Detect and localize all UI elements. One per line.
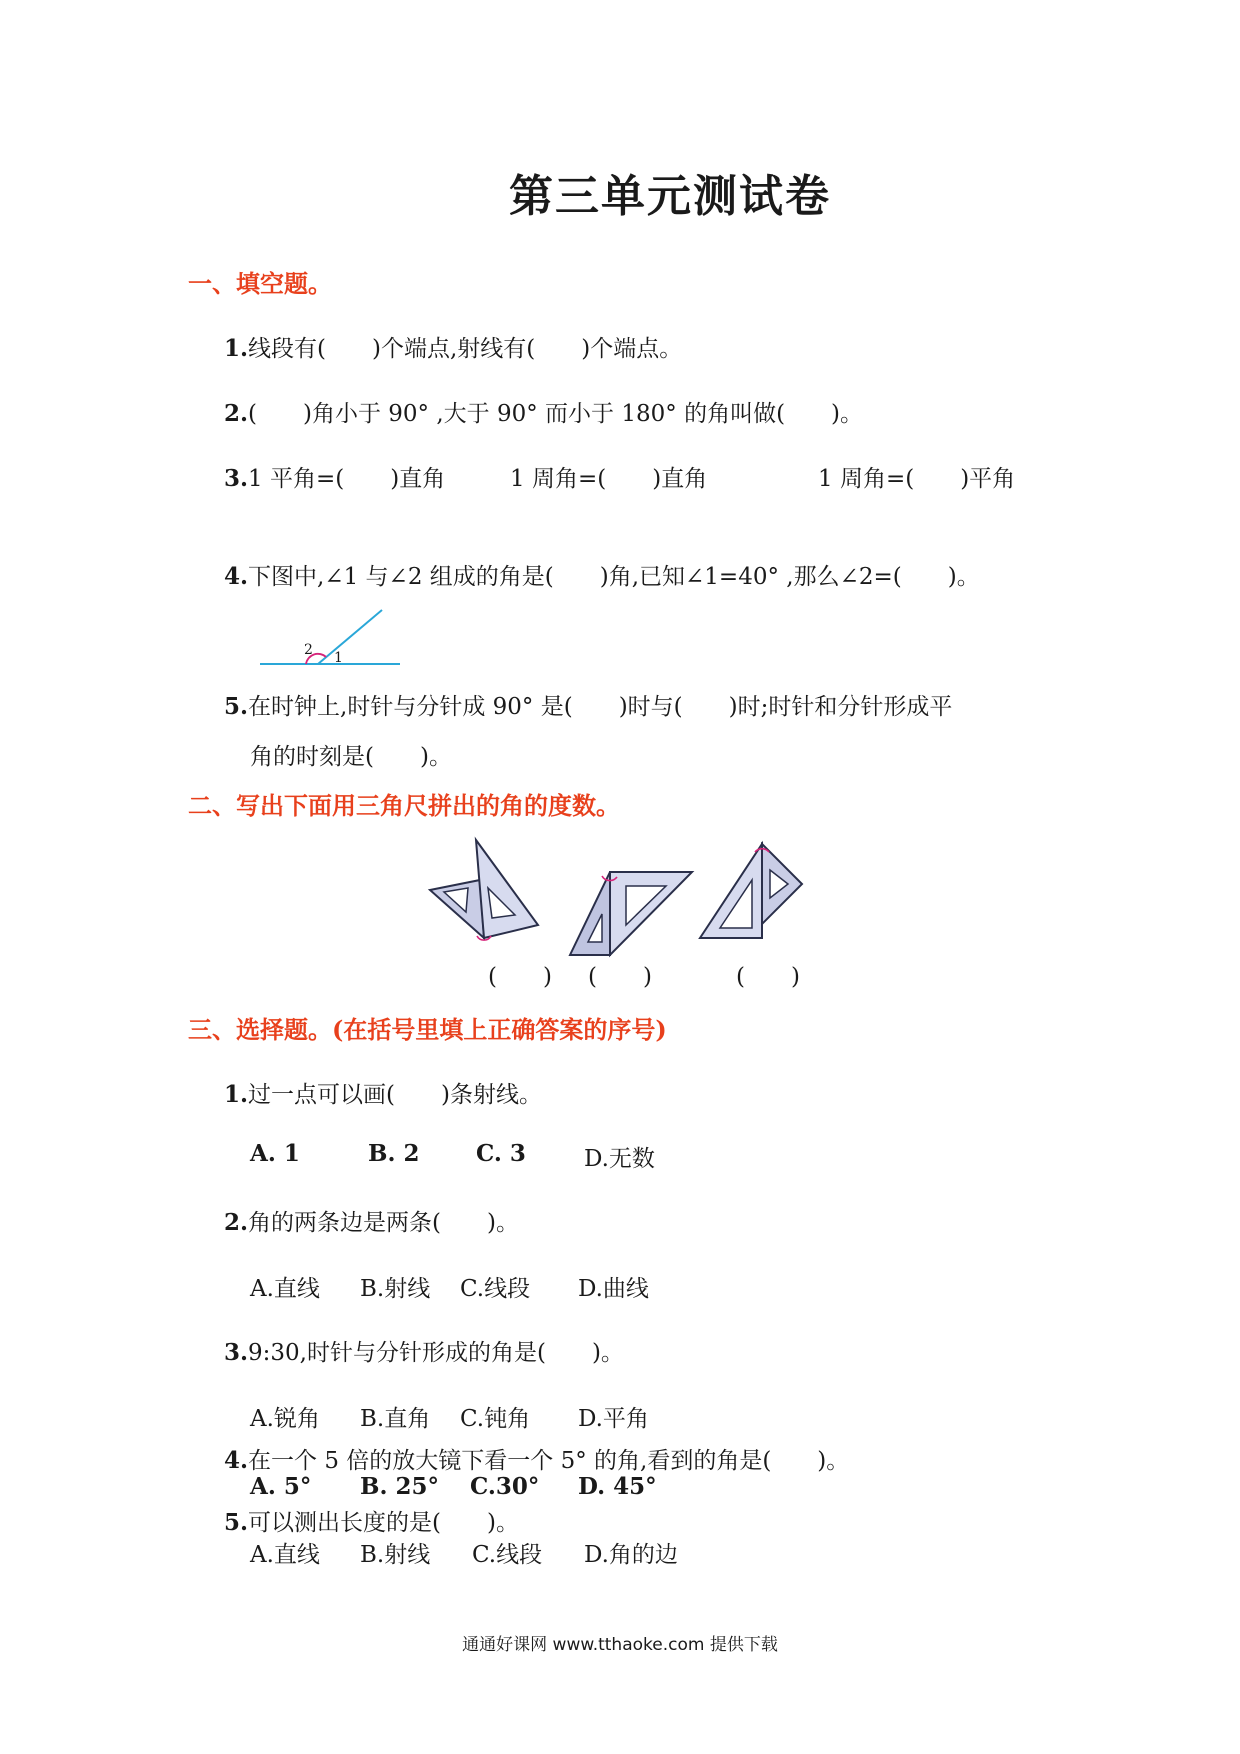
question-number: 5. (224, 693, 249, 720)
choice-question-3 (224, 1334, 624, 1367)
question-text: 9:30,时针与分针形成的角是( )。 (248, 1340, 624, 1366)
question-number: 1. (224, 1081, 249, 1108)
choice-question-1 (224, 1076, 542, 1109)
choice-4-option-c: C.30° (470, 1473, 540, 1500)
angle-label-1: 1 (334, 650, 343, 666)
choice-question-4 (224, 1442, 849, 1475)
section-heading-triangles: 二、写出下面用三角尺拼出的角的度数。 (188, 791, 620, 820)
choice-5-option-d: D.角的边 (584, 1542, 678, 1568)
choice-1-option-b: B. 2 (368, 1140, 420, 1167)
choice-3-option-c: C.钝角 (460, 1406, 531, 1432)
fill-question-1 (224, 330, 682, 363)
question-number: 2. (224, 400, 249, 427)
choice-2-option-d: D.曲线 (578, 1276, 649, 1302)
ray-line (318, 610, 382, 664)
question-text: 过一点可以画( )条射线。 (248, 1082, 542, 1108)
fill-question-3b: 1 周角=( )直角 (510, 466, 708, 492)
question-text: 在一个 5 倍的放大镜下看一个 5° 的角,看到的角是( )。 (248, 1448, 850, 1474)
page-title: 第三单元测试卷 (509, 171, 831, 222)
choice-4-option-b: B. 25° (360, 1473, 439, 1500)
question-text: 在时钟上,时针与分针成 90° 是( )时与( )时;时针和分针形成平 (248, 694, 953, 720)
question-number: 4. (224, 563, 249, 590)
fill-question-5-cont: 角的时刻是( )。 (250, 744, 452, 770)
choice-5-option-a: A.直线 (250, 1542, 320, 1568)
fill-question-3a (224, 460, 445, 493)
question-text: ( )角小于 90° ,大于 90° 而小于 180° 的角叫做( )。 (248, 401, 864, 427)
question-number: 3. (224, 1339, 249, 1366)
set-square-pair-1 (430, 840, 538, 940)
question-text: 可以测出长度的是( )。 (248, 1510, 519, 1536)
question-number: 4. (224, 1447, 249, 1474)
triangle-figures (420, 830, 820, 970)
question-number: 1. (224, 335, 249, 362)
choice-question-5 (224, 1504, 519, 1537)
fill-question-2 (224, 395, 863, 428)
choice-5-option-c: C.线段 (472, 1542, 543, 1568)
question-text: 1 平角=( )直角 (248, 466, 446, 492)
question-number: 3. (224, 465, 249, 492)
choice-2-option-a: A.直线 (250, 1276, 320, 1302)
angle-figure (258, 600, 408, 670)
answer-paren-2: ( ) (588, 964, 652, 990)
choice-4-option-d: D. 45° (578, 1473, 657, 1500)
question-text: 线段有( )个端点,射线有( )个端点。 (248, 336, 683, 362)
set-square-pair-3 (700, 844, 802, 938)
choice-1-option-c: C. 3 (476, 1140, 526, 1167)
choice-5-option-b: B.射线 (360, 1542, 431, 1568)
section-heading-fill: 一、填空题。 (188, 269, 332, 298)
choice-2-option-b: B.射线 (360, 1276, 431, 1302)
choice-3-option-a: A.锐角 (250, 1406, 320, 1432)
choice-4-option-a: A. 5° (250, 1473, 312, 1500)
choice-2-option-c: C.线段 (460, 1276, 531, 1302)
angle-label-2: 2 (304, 642, 313, 658)
choice-3-option-d: D.平角 (578, 1406, 649, 1432)
answer-paren-3: ( ) (736, 964, 800, 990)
choice-1-option-a: A. 1 (250, 1140, 300, 1167)
set-square-pair-2 (570, 872, 692, 955)
question-number: 2. (224, 1209, 249, 1236)
fill-question-5 (224, 688, 952, 721)
fill-question-3c: 1 周角=( )平角 (818, 466, 1016, 492)
question-number: 5. (224, 1509, 249, 1536)
question-text: 下图中,∠1 与∠2 组成的角是( )角,已知∠1=40° ,那么∠2=( )。 (248, 564, 980, 590)
fill-question-4 (224, 558, 980, 591)
choice-question-2 (224, 1204, 519, 1237)
section-heading-choice: 三、选择题。(在括号里填上正确答案的序号) (188, 1015, 667, 1044)
footer-credit: 通通好课网 www.tthaoke.com 提供下载 (462, 1635, 778, 1655)
answer-paren-1: ( ) (488, 964, 552, 990)
choice-1-option-d: D.无数 (584, 1146, 655, 1172)
question-text: 角的两条边是两条( )。 (248, 1210, 519, 1236)
choice-3-option-b: B.直角 (360, 1406, 431, 1432)
